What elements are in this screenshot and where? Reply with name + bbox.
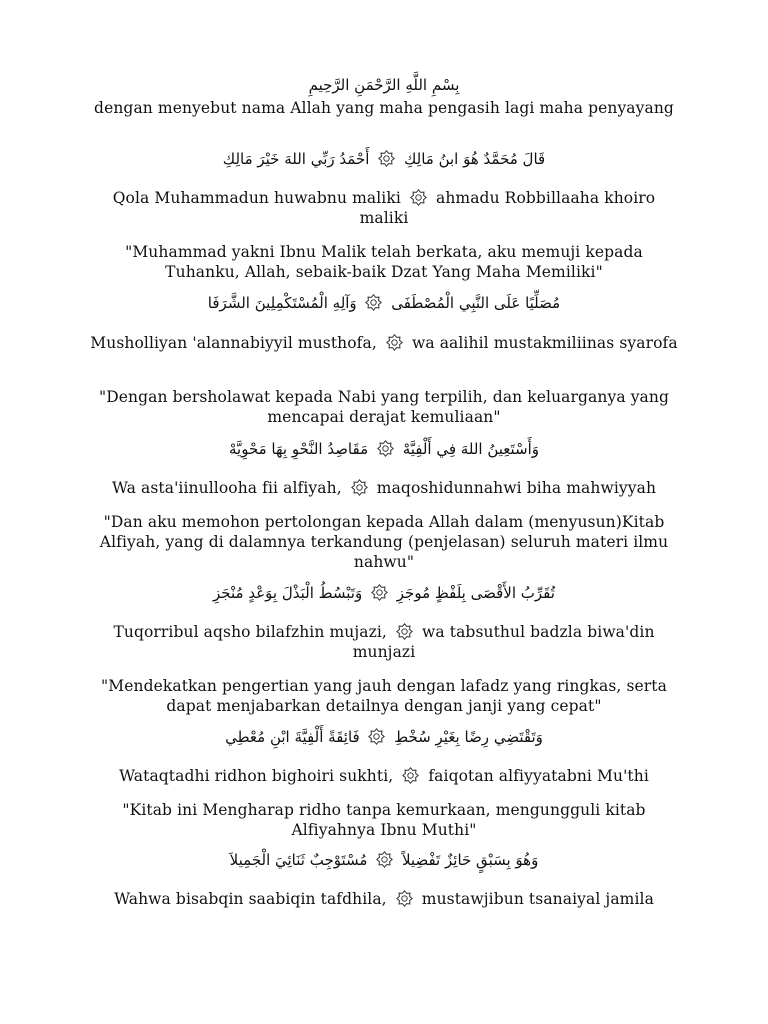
verse-5-transliteration (90, 766, 678, 786)
verse-4-transliteration (90, 622, 678, 662)
verse-2-latin-first-half: Musholliyan 'alannabiyyil musthofa, (90, 334, 377, 352)
verse-6-latin-first-half: Wahwa bisabqin saabiqin tafdhila, (114, 890, 387, 908)
verse-1-arabic (90, 150, 678, 168)
verse-end-ornament-icon (378, 150, 395, 167)
verse-end-ornament-icon (402, 767, 419, 784)
verse-end-ornament-icon (377, 440, 394, 457)
verse-3-arabic-first-half: وَأَسْتَعِينُ اللهَ فِي أَلْفِيَّهْ (402, 440, 540, 458)
verse-end-ornament-icon (368, 728, 385, 745)
verse-end-ornament-icon (396, 890, 413, 907)
verse-1-arabic-first-half: قَالَ مُحَمَّدٌ هُوَ ابنُ مَالِكِ (403, 150, 546, 168)
verse-6-arabic-second-half: مُسْتَوْجِبٌ ثَنَائِيَ الْجَمِيلاَ (229, 851, 368, 869)
verse-end-ornament-icon (386, 334, 403, 351)
verse-3-transliteration (90, 478, 678, 498)
verse-4-meaning: "Mendekatkan pengertian yang jauh dengan lafadz yang ringkas, serta dapat menjabarkan detailnya dengan janji yang cepat" (101, 677, 667, 715)
verse-end-ornament-icon (365, 294, 382, 311)
verse-3-arabic (90, 440, 678, 458)
basmalah-arabic: بِسْمِ اللَّهِ الرَّحْمَنِ الرَّحِيمِ (308, 76, 460, 94)
verse-3-meaning: "Dan aku memohon pertolongan kepada Allah dalam (menyusun)Kitab Alfiyah, yang di dalamnya terkandung (penjelasan) seluruh materi ilmu nahwu" (99, 513, 669, 571)
verse-5-meaning: "Kitab ini Mengharap ridho tanpa kemurkaan, mengungguli kitab Alfiyahnya Ibnu Muthi" (122, 801, 646, 839)
verse-6-arabic (90, 851, 678, 869)
verse-3-arabic-second-half: مَقَاصِدُ النَّحْوِ بِهَا مَحْوِيَّهْ (228, 440, 369, 458)
verse-4-arabic-first-half: تُقَرِّبُ الأَقْصَى بِلَفْظٍ مُوجَزِ (396, 584, 555, 602)
verse-2-meaning: "Dengan bersholawat kepada Nabi yang terpilih, dan keluarganya yang mencapai derajat kemuliaan" (98, 388, 670, 426)
verse-end-ornament-icon (351, 479, 368, 496)
verse-6-latin-second-half: mustawjibun tsanaiyal jamila (421, 890, 654, 908)
verse-3-latin-first-half: Wa asta'iinullooha fii alfiyah, (111, 479, 342, 497)
verse-end-ornament-icon (376, 851, 393, 868)
verse-6-transliteration (90, 889, 678, 909)
verse-end-ornament-icon (371, 584, 388, 601)
verse-5-arabic-first-half: وَتَقْتَضِي رِضًا بِغَيْرِ سُخْطِ (394, 728, 543, 746)
verse-4-latin-first-half: Tuqorribul aqsho bilafzhin mujazi, (113, 623, 387, 641)
verse-2-arabic (90, 294, 678, 312)
verse-4-arabic (90, 584, 678, 602)
verse-end-ornament-icon (410, 189, 427, 206)
verse-2-arabic-second-half: وَآلِهِ الْمُسْتَكْمِلِينَ الشَّرَفَا (207, 294, 357, 312)
verse-6-arabic-first-half: وَهُوَ بِسَبْقٍ حَائِزٌ تَفْضِيلاً (401, 851, 539, 869)
basmalah-meaning: dengan menyebut nama Allah yang maha pengasih lagi maha penyayang (94, 99, 674, 117)
verse-4-latin-second-half: wa tabsuthul badzla biwa'din munjazi (352, 623, 655, 661)
verse-1-meaning: "Muhammad yakni Ibnu Malik telah berkata, aku memuji kepada Tuhanku, Allah, sebaik-baik Dzat Yang Maha Memiliki" (125, 243, 643, 281)
verse-5-arabic (90, 728, 678, 746)
verse-5-latin-first-half: Wataqtadhi ridhon bighoiri sukhti, (119, 767, 394, 785)
verse-1-arabic-second-half: أَحْمَدُ رَبِّي اللهَ خَيْرَ مَالِكِ (222, 150, 370, 168)
verse-2-latin-second-half: wa aalihil mustakmiliinas syarofa (411, 334, 678, 352)
verse-1-latin-second-half: ahmadu Robbillaaha khoiro maliki (359, 189, 656, 227)
verse-3-latin-second-half: maqoshidunnahwi biha mahwiyyah (376, 479, 657, 497)
verse-2-arabic-first-half: مُصَلِّيًا عَلَى النَّبِي الْمُصْطَفَى (391, 294, 561, 312)
verse-1-latin-first-half: Qola Muhammadun huwabnu maliki (112, 189, 401, 207)
verse-2-transliteration (90, 333, 678, 353)
verse-4-arabic-second-half: وَتَبْسُطُ الْبَذْلَ بِوَعْدٍ مُنْجَزِ (213, 584, 363, 602)
verse-end-ornament-icon (396, 623, 413, 640)
verse-5-latin-second-half: faiqotan alfiyyatabni Mu'thi (428, 767, 649, 785)
verse-5-arabic-second-half: فَائِقَةً أَلْفِيَّةَ ابْنِ مُعْطِي (225, 728, 360, 746)
verse-1-transliteration (90, 188, 678, 228)
